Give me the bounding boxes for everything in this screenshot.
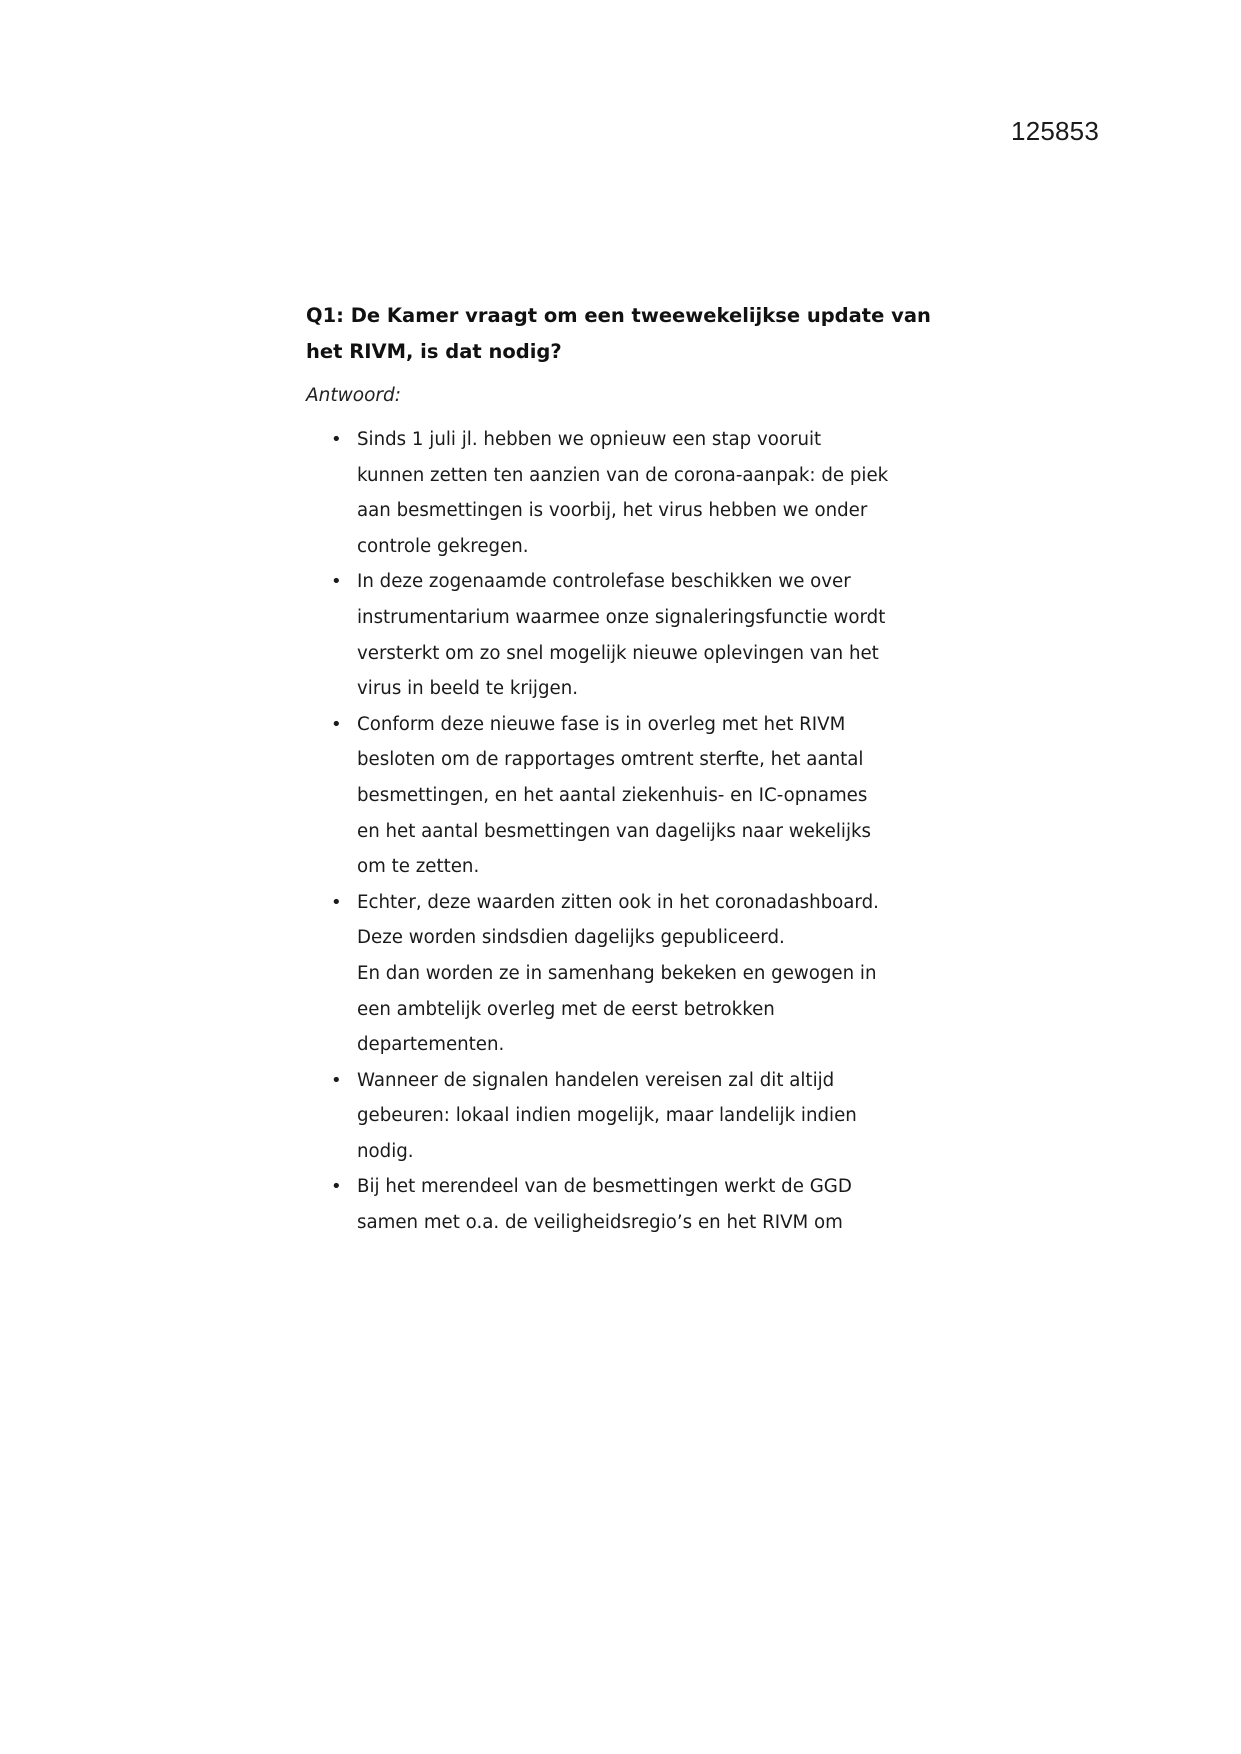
bullet-point-icon: • — [331, 1176, 342, 1198]
bullet-line: versterkt om zo snel mogelijk nieuwe oplevingen van het — [357, 642, 879, 664]
bullet-line: Echter, deze waarden zitten ook in het coronadashboard. — [357, 891, 879, 913]
document-number: 125853 — [1011, 116, 1099, 146]
answer-bullet-list — [306, 422, 946, 1241]
bullet-line: een ambtelijk overleg met de eerst betrokken — [357, 998, 775, 1020]
bullet-point-icon: • — [331, 429, 342, 450]
bullet-line: controle gekregen. — [357, 535, 529, 557]
question-line: Q1: De Kamer vraagt om een tweewekelijkse update van — [306, 304, 931, 327]
document-body — [306, 298, 946, 1241]
bullet-line: In deze zogenaamde controlefase beschikken we over — [357, 571, 851, 593]
bullet-item — [306, 564, 946, 706]
bullet-item — [306, 707, 946, 885]
bullet-line: kunnen zetten ten aanzien van de corona-aanpak: de piek — [357, 464, 889, 486]
bullet-line: en het aantal besmettingen van dagelijks naar wekelijks — [357, 820, 872, 842]
bullet-line: Conform deze nieuwe fase is in overleg met het RIVM — [357, 713, 846, 735]
bullet-line: aan besmettingen is voorbij, het virus hebben we onder — [357, 500, 868, 522]
bullet-item — [306, 1063, 946, 1170]
bullet-line: Wanneer de signalen handelen vereisen zal dit altijd — [357, 1069, 835, 1091]
question-heading — [306, 298, 946, 370]
bullet-line: om te zetten. — [357, 856, 480, 878]
bullet-line: instrumentarium waarmee onze signaleringsfunctie wordt — [357, 606, 886, 628]
bullet-line: besmettingen, en het aantal ziekenhuis- en IC-opnames — [357, 784, 868, 806]
question-line: het RIVM, is dat nodig? — [306, 340, 562, 363]
bullet-point-icon: • — [331, 1069, 342, 1091]
answer-label: Antwoord: — [306, 385, 401, 406]
bullet-point-icon: • — [331, 891, 342, 913]
bullet-point-icon: • — [331, 713, 342, 735]
bullet-line: besloten om de rapportages omtrent sterfte, het aantal — [357, 749, 864, 771]
bullet-item — [306, 1169, 946, 1240]
bullet-line: samen met o.a. de veiligheidsregio’s en het RIVM om — [357, 1212, 843, 1234]
bullet-line: nodig. — [357, 1140, 414, 1162]
bullet-item — [306, 422, 946, 564]
bullet-line: Sinds 1 juli jl. hebben we opnieuw een stap vooruit — [357, 429, 822, 450]
bullet-line: virus in beeld te krijgen. — [357, 678, 579, 700]
bullet-line: gebeuren: lokaal indien mogelijk, maar landelijk indien — [357, 1105, 857, 1127]
bullet-line: En dan worden ze in samenhang bekeken en gewogen in — [357, 962, 877, 984]
bullet-line: departementen. — [357, 1034, 505, 1056]
bullet-point-icon: • — [331, 571, 342, 593]
bullet-line: Deze worden sindsdien dagelijks gepubliceerd. — [357, 927, 785, 949]
bullet-item — [306, 885, 946, 1063]
bullet-line: Bij het merendeel van de besmettingen werkt de GGD — [357, 1176, 852, 1198]
